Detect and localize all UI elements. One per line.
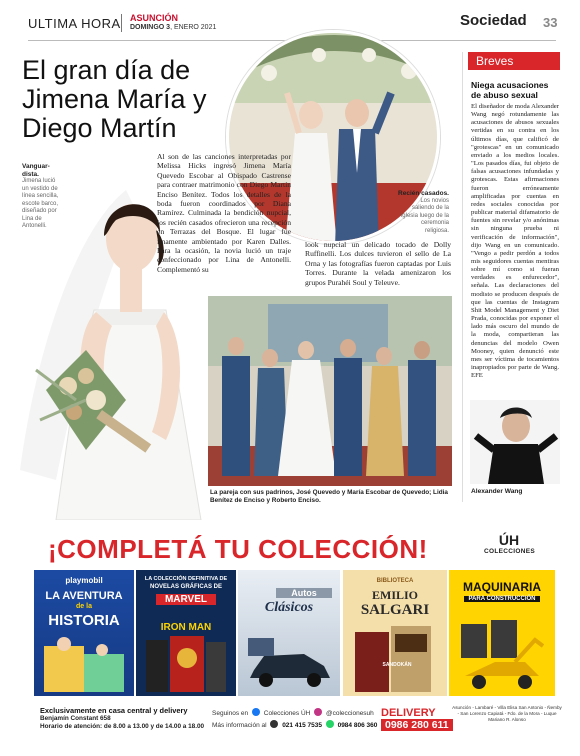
article-body-col1: Al son de las canciones interpretadas por Melissa Hicks ingresó Jimena María Quevedo Escobar al Obispado Castrense para contraer matrimonio con Diego Martín Enciso Benítez. Todos los detalles de la boda fueron coordinados por Diana Ramírez. Culminada la bendición nupcial, los recién casados ofrecieron una recepción en Terrazas del Bosque. El lugar fue finamente ambientado por Karen Dalles. Para la ocasión, la novia lució un traje confeccionado por Lina de Antonelli. Complementó su	[157, 152, 291, 274]
uh-colecciones-logo: ÚH COLECCIONES	[484, 532, 535, 555]
whatsapp-icon	[326, 720, 334, 728]
breves-header: Breves	[468, 52, 560, 70]
footer-social: Seguinos en Colecciones ÚH @coleccionesuh	[212, 710, 374, 717]
header-divider	[121, 14, 122, 32]
product-aventura-historia: playmobil LA AVENTURA de la HISTORIA	[34, 570, 134, 696]
product-marvel: LA COLECCIÓN DEFINITIVA DE NOVELAS GRÁFICAS DE MARVEL IRON MAN	[136, 570, 236, 696]
footer-exclusive: Exclusivamente en casa central y delivery	[40, 706, 188, 715]
section-label: ULTIMA HORA	[28, 16, 121, 31]
delivery-zones: Asunción - Lambaré - Villa Elisa San Antonio - Ñemby - San Lorenzo Capiatá - Fdo. de la Mora - Luque Mariano R. Alonso	[452, 705, 562, 722]
ad-footer	[0, 700, 580, 756]
section-name: Sociedad	[460, 12, 527, 29]
bride-caption: Vanguar-dista. Jimena lució un vestido de línea sencilla, escote barco, diseñado por Lina de Antonelli.	[22, 163, 59, 229]
article-headline: El gran día de Jimena María y Diego Martín	[22, 55, 207, 143]
page-number: 33	[543, 15, 558, 30]
facebook-icon	[252, 708, 260, 716]
group-photo	[208, 296, 452, 486]
article-body-col2: look nupcial un delicado tocado de Dolly Ruffinelli. Los dulces tuvieron el sello de La Orna y las fotografías fueron captadas por Luis Torres. Durante la velada amenizaron los grupos Purahéi Soul y Teleuve.	[305, 240, 451, 287]
instagram-icon	[314, 708, 322, 716]
alexander-wang-caption: Alexander Wang	[471, 488, 523, 495]
delivery-phone: 0986 280 611	[381, 719, 453, 731]
breves-title: Niega acusaciones de abuso sexual	[471, 80, 549, 100]
ad-title: ¡COMPLETÁ TU COLECCIÓN!	[48, 534, 428, 564]
footer-address: Benjamín Constant 658	[40, 715, 111, 722]
couple-exit-caption: Recién casados. Los novios saliendo de la iglesia luego de la ceremonia religiosa.	[398, 190, 449, 234]
sidebar-divider	[462, 52, 463, 502]
collection-ad	[0, 522, 580, 756]
alexander-wang-photo	[470, 400, 560, 484]
breves-text: El diseñador de moda Alexander Wang negó rotundamente las acusaciones de abusos sexuales vertidas en su contra en los últimos días, que calificó de "grotescas" en un comunicado enviado a los medios locales. "Los pasados días, fui objeto de falsas acusaciones infundadas y grotescas. Estas afirmaciones fueron erróneamente amplificadas por cuentas en redes sociales conocidas por publicar material difamatorio de fuentes sin revelar y/o anónimas sin ninguna prueba ni verificación de información", dijo Wang en un comunicado. "Vengo a pedir perdón a todos mis seguidores cuentas mentiras sobre mí como si fueran verdades es enfurecedor", señala. Las declaraciones del modisto se producen después de que las cuentas de Instagram Shit Model Management y Diet Prada, conocidas por exponer el lado más oscuro del mundo de la moda, compartieran las denuncias del modelo Owen Mooney, quien denunció este mes ser víctima de tocamientos inapropiados por parte de Wang. EFE	[471, 103, 559, 380]
product-emilio-salgari: BIBLIOTECA EMILIO SALGARI SANDOKÁN	[343, 570, 447, 696]
phone-icon	[270, 720, 278, 728]
product-autos-clasicos: Autos Clásicos	[238, 570, 340, 696]
delivery-label: DELIVERY	[381, 707, 436, 719]
dateline-date: DOMINGO 3, ENERO 2021	[130, 24, 217, 31]
footer-hours: Horario de atención: de 8.00 a 13.00 y de 14.00 a 18.00	[40, 723, 205, 730]
product-maquinaria: MAQUINARIA PARA CONSTRUCCIÓN	[449, 570, 555, 696]
group-photo-caption: La pareja con sus padrinos, José Quevedo y María Escobar de Quevedo; Lidia Benítez de Enciso y Roberto Enciso.	[210, 489, 448, 504]
dateline-city: ASUNCIÓN	[130, 13, 179, 23]
footer-info: Más información al 021 415 7535 0984 806 360	[212, 722, 378, 729]
